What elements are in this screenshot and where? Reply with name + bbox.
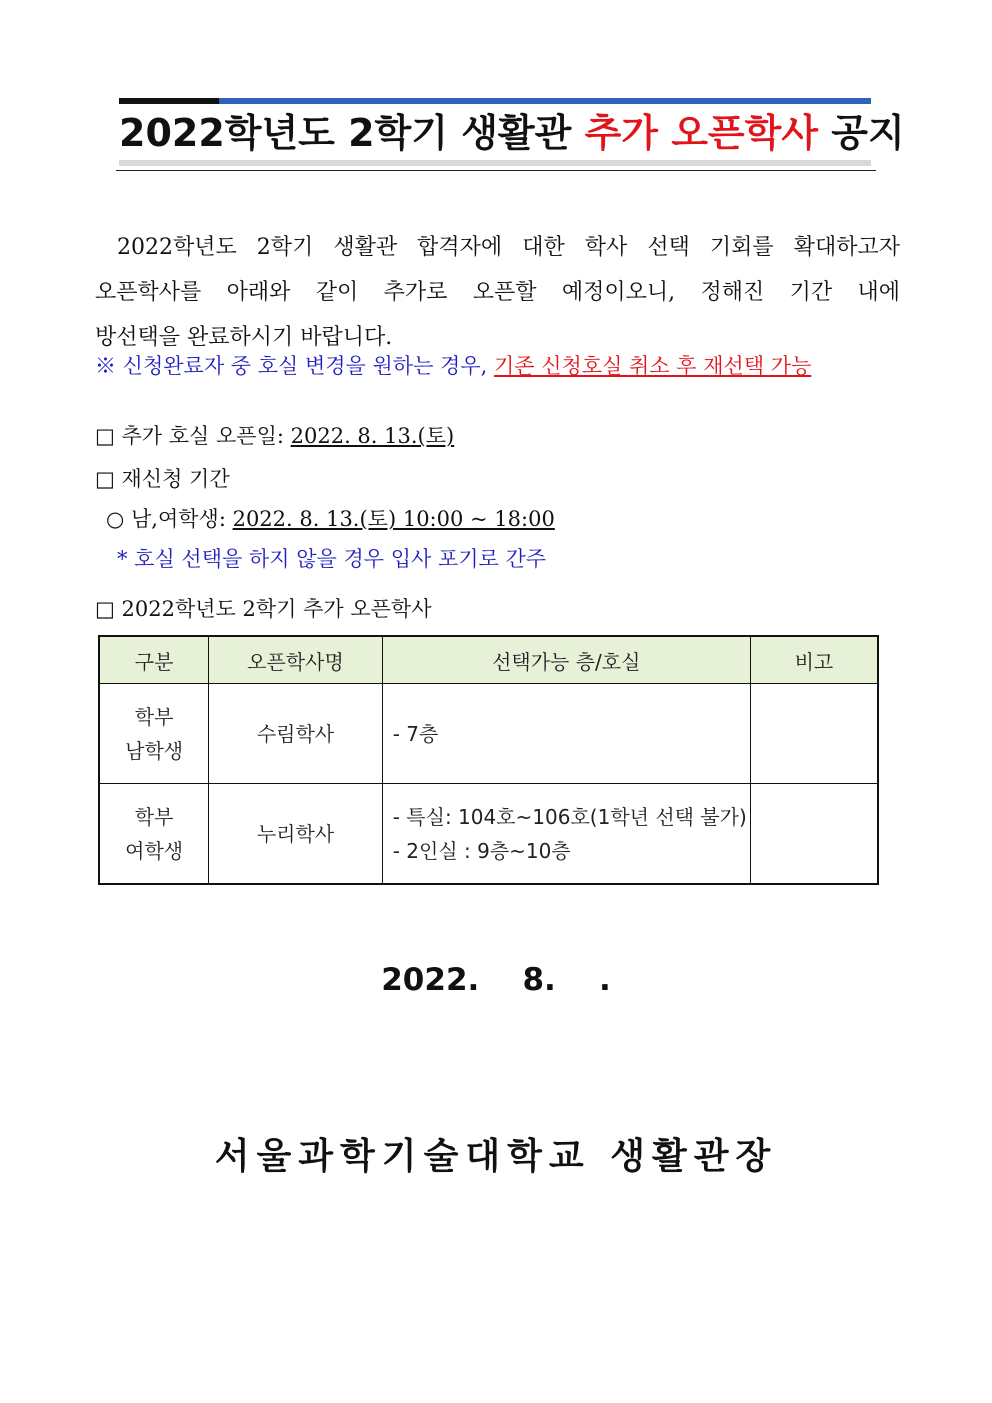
title-bottom-bar: [119, 160, 871, 166]
row-remark: [750, 684, 878, 784]
header-remark: 비고: [750, 636, 878, 684]
note-text: ※ 신청완료자 중 호실 변경을 원하는 경우,: [95, 354, 494, 378]
title-top-bar: [119, 98, 871, 104]
title-part-1: 2022학년도 2학기 생활관: [119, 111, 585, 155]
notice-title-banner: [119, 98, 905, 166]
header-rooms: 선택가능 층/호실: [382, 636, 750, 684]
reapply-students-item: [106, 503, 555, 533]
open-halls-table: [98, 635, 879, 885]
note-highlight: 기존 신청호실 취소 후 재선택 가능: [493, 354, 812, 378]
table-row: [99, 784, 878, 885]
students-label: ○ 남,여학생:: [106, 507, 233, 531]
intro-line-2: 오픈학사를 아래와 같이 추가로 오픈할 예정이오니, 정해진 기간 내에: [95, 280, 900, 305]
table-header-row: [99, 636, 878, 684]
students-period: 2022. 8. 13.(토) 10:00 ~ 18:00: [232, 507, 555, 531]
title-highlight: 추가 오픈학사: [584, 111, 819, 155]
row-group: 학부 여학생: [99, 784, 209, 885]
intro-paragraph: [95, 225, 900, 360]
notice-date: 2022. 8. .: [381, 962, 611, 998]
open-date-label: □ 추가 호실 오픈일:: [95, 424, 291, 448]
row-rooms: - 특실: 104호~106호(1학년 선택 불가) - 2인실 : 9층~10층: [382, 784, 750, 885]
table-row: [99, 684, 878, 784]
page-title: [119, 106, 905, 160]
open-date-value: 2022. 8. 13.(토): [290, 424, 455, 448]
issuer-signature: 서울과학기술대학교 생활관장: [214, 1136, 778, 1177]
title-part-2: 공지: [818, 111, 905, 155]
row-rooms: - 7층: [382, 684, 750, 784]
intro-line-1: 2022학년도 2학기 생활관 합격자에 대한 학사 선택 기회를 확대하고자: [117, 235, 900, 260]
halls-heading: □ 2022학년도 2학기 추가 오픈학사: [95, 597, 432, 621]
title-divider: [116, 170, 876, 171]
change-note: [95, 350, 811, 380]
row-hall: 누리학사: [209, 784, 383, 885]
forfeit-warning: * 호실 선택을 하지 않을 경우 입사 포기로 간주: [117, 547, 547, 571]
row-remark: [750, 784, 878, 885]
open-date-item: [95, 420, 454, 450]
header-hall-name: 오픈학사명: [209, 636, 383, 684]
intro-line-3: 방선택을 완료하시기 바랍니다.: [95, 325, 393, 350]
header-category: 구분: [99, 636, 209, 684]
row-hall: 수림학사: [209, 684, 383, 784]
row-group: 학부 남학생: [99, 684, 209, 784]
reapply-heading: □ 재신청 기간: [95, 467, 230, 491]
